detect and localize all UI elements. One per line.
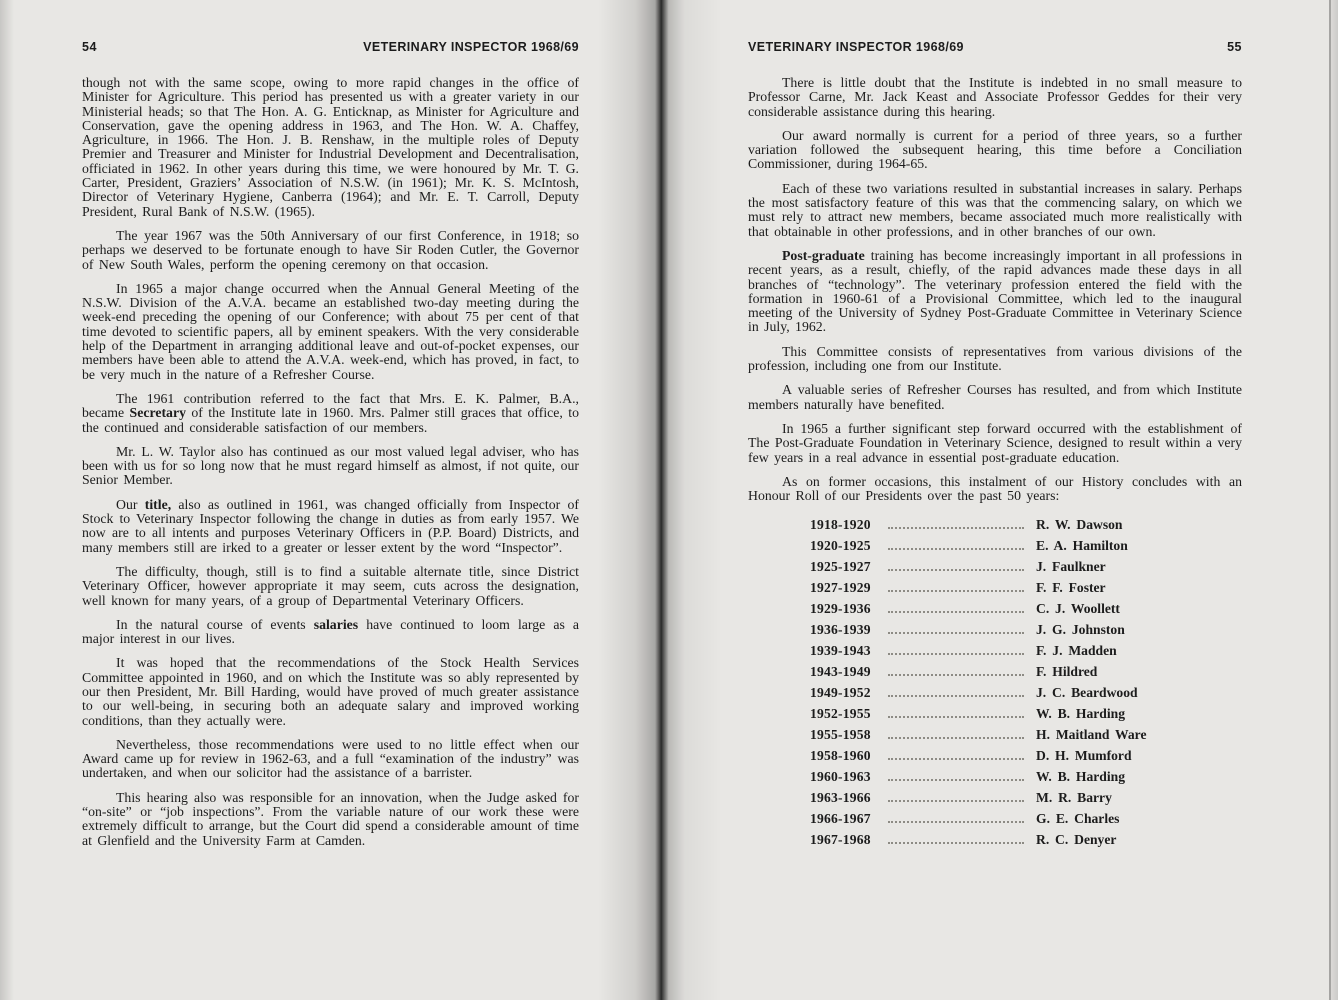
honour-roll-years: 1952-1955 xyxy=(810,706,871,722)
honour-roll-row xyxy=(810,580,1232,601)
honour-roll-name: F. Hildred xyxy=(1036,664,1098,680)
bold-text: Post-graduate xyxy=(782,247,865,263)
body-text: have continued to loom large as a major interest in our lives. xyxy=(82,616,579,647)
honour-roll-years: 1920-1925 xyxy=(810,538,871,554)
honour-roll-years: 1918-1920 xyxy=(810,517,871,533)
paragraph xyxy=(748,76,1242,119)
left-header-title: VETERINARY INSPECTOR 1968/69 xyxy=(363,40,579,54)
paragraph xyxy=(748,345,1242,374)
honour-roll-years: 1927-1929 xyxy=(810,580,871,596)
paragraph xyxy=(748,475,1242,504)
body-text: The year 1967 was the 50th Anniversary of our first Conference, in 1918; so perhaps we deserved to be fortunate enough to have Sir Roden Cutler, the Governor of New South Wales, perform the opening ceremony on that occasion. xyxy=(82,227,579,272)
honour-roll-row xyxy=(810,664,1232,685)
dotted-leader xyxy=(888,610,1024,613)
honour-roll-row xyxy=(810,538,1232,559)
honour-roll-name: W. B. Harding xyxy=(1036,706,1126,722)
honour-roll-name: E. A. Hamilton xyxy=(1036,538,1128,554)
paragraph xyxy=(82,76,579,219)
right-header-title: VETERINARY INSPECTOR 1968/69 xyxy=(748,40,964,54)
honour-roll-row xyxy=(810,790,1232,811)
honour-roll-name: F. F. Foster xyxy=(1036,580,1106,596)
paragraph xyxy=(82,656,579,727)
honour-roll-years: 1936-1939 xyxy=(810,622,871,638)
dotted-leader xyxy=(888,799,1024,802)
honour-roll-name: M. R. Barry xyxy=(1036,790,1112,806)
body-text: Our award normally is current for a period of three years, so a further variation followed the subsequent hearing, this time before a Conciliation Commissioner, during 1964-65. xyxy=(748,127,1242,172)
dotted-leader xyxy=(888,526,1024,529)
body-text: The difficulty, though, still is to find a suitable alternate title, since District Veterinary Officer, however appropriate it may seem, cuts across the designation, well known for many years, of a group of Departmental Veterinary Officers. xyxy=(82,563,579,608)
body-text: This hearing also was responsible for an innovation, when the Judge asked for “on-site” or “job inspections”. From the variable nature of our work these were extremely difficult to arrange, but the Court did spend a considerable amount of time at Glenfield and the University Farm at Camden. xyxy=(82,789,579,848)
honour-roll-name: R. W. Dawson xyxy=(1036,517,1123,533)
left-page-edge-shade xyxy=(0,0,14,1000)
paragraph xyxy=(748,182,1242,239)
body-text: A valuable series of Refresher Courses has resulted, and from which Institute members naturally have benefited. xyxy=(748,382,1242,412)
page-gutter-shadow xyxy=(598,0,722,1000)
dotted-leader xyxy=(888,820,1024,823)
paragraph xyxy=(748,422,1242,465)
dotted-leader xyxy=(888,673,1024,676)
paragraph xyxy=(82,282,579,382)
honour-roll-row xyxy=(810,811,1232,832)
left-running-head xyxy=(82,40,579,54)
honour-roll-name: J. Faulkner xyxy=(1036,559,1106,575)
honour-roll-years: 1960-1963 xyxy=(810,769,871,785)
honour-roll-row xyxy=(810,748,1232,769)
honour-roll-row xyxy=(810,769,1232,790)
body-text: of the Institute late in 1960. Mrs. Palmer still graces that office, to the continued and considerable satisfaction of our members. xyxy=(82,405,579,435)
dotted-leader xyxy=(888,589,1024,592)
right-page-body xyxy=(748,76,1242,503)
paragraph xyxy=(82,618,579,647)
body-text: In 1965 a further significant step forward occurred with the establishment of The Post-Graduate Foundation in Veterinary Science, designed to result within a very few years in a real advance in essential post-graduate education. xyxy=(748,420,1242,465)
body-text: training has become increasingly important in all professions in recent years, as a result, chiefly, of the rapid advances made these days in all branches of “technology”. The veterinary profession entered the field with the formation in 1960-61 of a Provisional Committee, which led to the inaugural meeting of the University of Sydney Post-Graduate Committee in Veterinary Science in July, 1962. xyxy=(748,247,1242,335)
paragraph xyxy=(748,249,1242,335)
honour-roll-years: 1963-1966 xyxy=(810,790,871,806)
paragraph xyxy=(82,229,579,272)
right-page xyxy=(748,40,1242,853)
dotted-leader xyxy=(888,568,1024,571)
honour-roll-name: D. H. Mumford xyxy=(1036,748,1132,764)
dotted-leader xyxy=(888,841,1024,844)
paragraph xyxy=(82,498,579,555)
honour-roll-name: R. C. Denyer xyxy=(1036,832,1117,848)
dotted-leader xyxy=(888,778,1024,781)
honour-roll-name: C. J. Woollett xyxy=(1036,601,1120,617)
honour-roll-years: 1966-1967 xyxy=(810,811,871,827)
body-text: There is little doubt that the Institute is indebted in no small measure to Professor Carne, Mr. Jack Keast and Associate Professor Geddes for their very considerable assistance during this hearing. xyxy=(748,75,1242,119)
right-page-edge-shade xyxy=(1331,0,1338,1000)
honour-roll-name: J. C. Beardwood xyxy=(1036,685,1138,701)
honour-roll-row xyxy=(810,559,1232,580)
paragraph xyxy=(748,129,1242,172)
honour-roll-years: 1949-1952 xyxy=(810,685,871,701)
right-page-edge-line xyxy=(1329,0,1331,1000)
paragraph xyxy=(82,565,579,608)
honour-roll-row xyxy=(810,517,1232,538)
paragraph xyxy=(82,392,579,435)
honour-roll-list xyxy=(810,517,1232,853)
bold-text: salaries xyxy=(313,616,359,632)
dotted-leader xyxy=(888,547,1024,550)
right-running-head xyxy=(748,40,1242,54)
bold-text: Secretary xyxy=(129,405,186,421)
right-page-number: 55 xyxy=(1227,40,1242,54)
body-text: Each of these two variations resulted in substantial increases in salary. Perhaps the most satisfactory feature of this was that the commencing salary, on which we must rely to attract new members, became associated much more realistically with that obtainable in other professions, and in other branches of our own. xyxy=(748,180,1242,239)
honour-roll-years: 1955-1958 xyxy=(810,727,871,743)
honour-roll-row xyxy=(810,643,1232,664)
honour-roll-row xyxy=(810,622,1232,643)
paragraph xyxy=(82,738,579,781)
dotted-leader xyxy=(888,694,1024,697)
honour-roll-years: 1925-1927 xyxy=(810,559,871,575)
dotted-leader xyxy=(888,652,1024,655)
honour-roll-row xyxy=(810,727,1232,748)
paragraph xyxy=(82,445,579,488)
honour-roll-name: G. E. Charles xyxy=(1036,811,1120,827)
body-text: also as outlined in 1961, was changed officially from Inspector of Stock to Veterinary Inspector following the change in duties as from early 1957. We now are to all intents and purposes Veterinary Officers in (P.P. Board) Districts, and many members still are irked to a greater or lesser extent by the word “Inspector”. xyxy=(82,496,579,555)
honour-roll-years: 1929-1936 xyxy=(810,601,871,617)
body-text: The 1961 contribution referred to the fact that Mrs. E. K. Palmer, B.A., became xyxy=(82,390,579,421)
honour-roll-years: 1967-1968 xyxy=(810,832,871,848)
dotted-leader xyxy=(888,736,1024,739)
honour-roll-name: H. Maitland Ware xyxy=(1036,727,1147,743)
honour-roll-years: 1958-1960 xyxy=(810,748,871,764)
dotted-leader xyxy=(888,757,1024,760)
body-text: Nevertheless, those recommendations were used to no little effect when our Award came up for review in 1962-63, and a full “examination of the industry” was undertaken, and when our solicitor had the assistance of a barrister. xyxy=(82,736,579,781)
paragraph xyxy=(82,791,579,848)
body-text: Mr. L. W. Taylor also has continued as our most valued legal adviser, who has been with us for so long now that he must regard himself as almost, if not quite, our Senior Member. xyxy=(82,443,579,488)
body-text: This Committee consists of representatives from various divisions of the profession, including one from our Institute. xyxy=(748,343,1242,374)
body-text: Our xyxy=(116,496,145,512)
body-text: In 1965 a major change occurred when the Annual General Meeting of the N.S.W. Division of the A.V.A. became an established two-day meeting during the week-end preceding the opening of our Conference; with about 75 per cent of that time devoted to scientific papers, all by eminent speakers. With the very considerable help of the Department in arranging additional leave and out-of-pocket expenses, our members have been able to attend the A.V.A. week-end, which has proved, in fact, to be very much in the nature of a Refresher Course. xyxy=(82,280,579,382)
honour-roll-row xyxy=(810,832,1232,853)
body-text: though not with the same scope, owing to more rapid changes in the office of Minister for Agriculture. This period has presented us with a greater variety in our Ministerial heads; so that The Hon. A. G. Enticknap, as Minister for Agriculture and Conservation, gave the opening address in 1963, and The Hon. W. A. Chaffey, Agriculture, in 1966. The Hon. J. B. Renshaw, in the multiple roles of Deputy Premier and Treasurer and Minister for Industrial Development and Decentralisation, officiated in 1962. In other years during this time, we were honoured by Mr. T. G. Carter, President, Graziers’ Association of N.S.W. (in 1961); Mr. K. S. McIntosh, Director of Veterinary Hygiene, Canberra (1964); and Mr. E. T. Carroll, Deputy President, Rural Bank of N.S.W. (1965). xyxy=(82,75,579,219)
left-page xyxy=(82,40,579,858)
paragraph xyxy=(748,383,1242,412)
dotted-leader xyxy=(888,715,1024,718)
honour-roll-years: 1939-1943 xyxy=(810,643,871,659)
body-text: It was hoped that the recommendations of the Stock Health Services Committee appointed in 1960, and on which the Institute was so ably represented by our then President, Mr. Bill Harding, would have proved of much greater assistance to our well-being, in securing both an adequate salary and improved working conditions, than they actually were. xyxy=(82,655,579,728)
honour-roll-years: 1943-1949 xyxy=(810,664,871,680)
honour-roll-name: J. G. Johnston xyxy=(1036,622,1125,638)
honour-roll-name: F. J. Madden xyxy=(1036,643,1117,659)
body-text: As on former occasions, this instalment of our History concludes with an Honour Roll of our Presidents over the past 50 years: xyxy=(748,473,1242,504)
honour-roll-row xyxy=(810,706,1232,727)
left-page-number: 54 xyxy=(82,40,97,54)
honour-roll-name: W. B. Harding xyxy=(1036,769,1126,785)
bold-text: title, xyxy=(144,496,172,512)
left-page-body xyxy=(82,76,579,848)
dotted-leader xyxy=(888,631,1024,634)
honour-roll-row xyxy=(810,601,1232,622)
honour-roll-row xyxy=(810,685,1232,706)
body-text: In the natural course of events xyxy=(116,616,314,632)
